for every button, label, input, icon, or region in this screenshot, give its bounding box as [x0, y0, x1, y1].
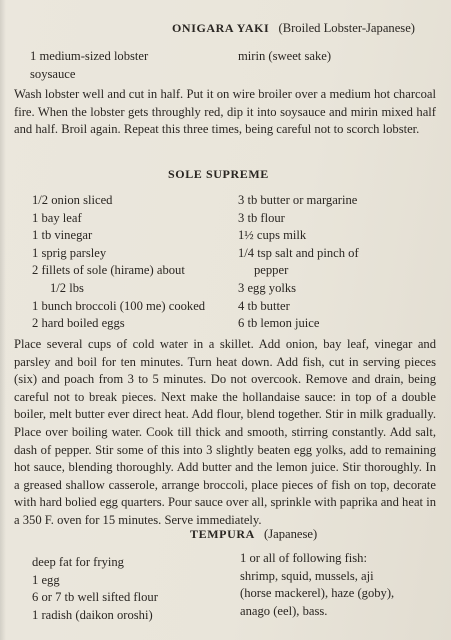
- ingredient: 1 tb vinegar: [32, 228, 93, 243]
- onigara-ingredients-left: [30, 48, 148, 83]
- ingredient: 6 or 7 tb well sifted flour: [32, 590, 158, 605]
- tempura-title: TEMPURA: [190, 527, 255, 541]
- tempura-heading: [190, 526, 317, 542]
- ingredient: 1 or all of following fish:: [240, 551, 367, 565]
- ingredient: 1 sprig parsley: [32, 245, 107, 260]
- ingredient: deep fat for frying: [32, 555, 124, 569]
- ingredient: 1/2 lbs: [50, 280, 84, 295]
- sole-title: SOLE SUPREME: [168, 167, 269, 181]
- ingredient: 1/2 onion sliced: [32, 193, 113, 207]
- ingredient: 1/4 tsp salt and pinch of: [238, 245, 359, 260]
- ingredient: 1 bunch broccoli (100 me) cooked: [32, 298, 206, 313]
- sole-ingredients-left: [32, 192, 205, 333]
- ingredient: 1 bay leaf: [32, 210, 82, 225]
- ingredient: 1 radish (daikon oroshi): [32, 607, 153, 622]
- ingredient: 3 egg yolks: [238, 280, 297, 295]
- ingredient: 1½ cups milk: [238, 228, 307, 243]
- tempura-ingredients-left: [32, 554, 158, 624]
- ingredient: mirin (sweet sake): [238, 49, 332, 63]
- ingredient: 2 hard boiled eggs: [32, 316, 125, 331]
- ingredient: shrimp, squid, mussels, aji: [240, 568, 374, 583]
- onigara-title: ONIGARA YAKI: [172, 21, 270, 35]
- ingredient: (horse mackerel), haze (goby),: [240, 586, 395, 601]
- ingredient: pepper: [254, 263, 289, 278]
- sole-method: Place several cups of cold water in a skillet. Add onion, bay leaf, vinegar and parsley and boil for ten minutes. Turn heat down. Add fish, cut in serving pieces (six) and poach from 3 to 5 minutes. Do not overcook. Remove and drain, being careful not to break pieces. Next make the hollandaise sauce: in top of a double boiler, melt butter ever direct heat. Add flour, blend together. Stir in milk gradually. Place over boiling water. Cook till thick and smooth, stirring constantly. Add salt, dash of pepper. Stir some of this into 3 slightly beaten egg yolks, add to remaining hot sauce, blending thoroughly. Add butter and the lemon juice. Stir thoroughly. In a greased shallow casserole, arrange broccoli, place pieces of fish on top, decorate with hard bolied egg quarters. Pour sauce over all, sprinkle with paprika and heat in a 350 F. oven for 15 minutes. Serve immediately.: [14, 337, 436, 527]
- onigara-heading: [172, 20, 415, 36]
- ingredient: soysauce: [30, 66, 76, 81]
- ingredient: 4 tb butter: [238, 298, 290, 313]
- onigara-method: Wash lobster well and cut in half. Put it on wire broiler over a medium hot charcoal fire. When the lobster gets throughly red, dip it into soysauce and mirin mixed half and half. Broil again. Repeat this three times, being careful not to scorch lobster.: [14, 87, 436, 137]
- ingredient: 3 tb flour: [238, 210, 285, 225]
- tempura-subtitle: (Japanese): [264, 527, 318, 541]
- onigara-subtitle: (Broiled Lobster-Japanese): [278, 21, 415, 35]
- tempura-ingredients-right: [240, 550, 394, 620]
- onigara-ingredients-right: [238, 48, 331, 66]
- ingredient: 1 medium-sized lobster: [30, 49, 149, 63]
- ingredient: 6 tb lemon juice: [238, 316, 320, 331]
- sole-ingredients-right: [238, 192, 359, 333]
- ingredient: 2 fillets of sole (hirame) about: [32, 263, 185, 278]
- ingredient: 1 egg: [32, 572, 60, 587]
- ingredient: anago (eel), bass.: [240, 603, 328, 618]
- ingredient: 3 tb butter or margarine: [238, 193, 358, 207]
